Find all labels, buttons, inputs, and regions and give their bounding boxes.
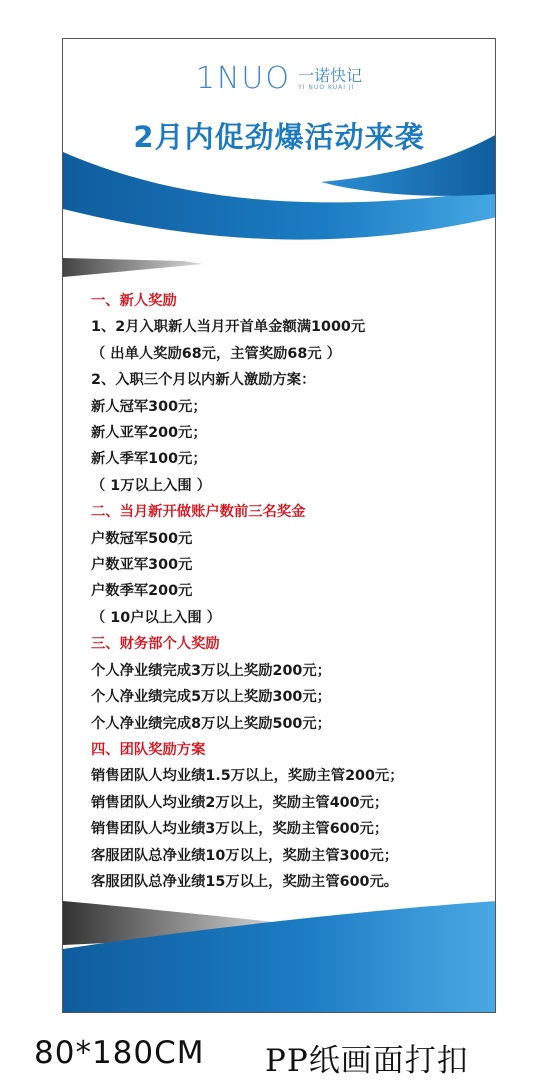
brand-logo xyxy=(63,61,495,96)
section-heading-newcomer: 一、新人奖励 xyxy=(91,293,177,309)
list-item: 个人净业绩完成5万以上奖励300元； xyxy=(91,689,331,706)
list-item: 2、入职三个月以内新人激励方案： xyxy=(91,372,316,389)
section-heading-team: 四、团队奖励方案 xyxy=(91,741,206,758)
list-item: （ 出单人奖励68元，主管奖励68元 ） xyxy=(91,345,341,362)
section-heading-accounts: 二、当月新开做账户数前三名奖金 xyxy=(91,504,306,521)
list-item: （ 10户以上入围 ） xyxy=(91,609,221,626)
bottom-wave-decoration xyxy=(63,901,496,1013)
list-item: 1、2月入职新人当月开首单金额满1000元 xyxy=(91,319,366,336)
list-item: 新人季军100元； xyxy=(91,451,207,468)
list-item: 客服团队总净业绩10万以上，奖励主管300元； xyxy=(91,847,399,864)
logo-text-block xyxy=(298,67,362,91)
list-item: 销售团队人均业绩3万以上，奖励主管600元； xyxy=(91,821,389,838)
poster-title: 2月内促劲爆活动来袭 xyxy=(133,120,425,154)
list-item: 客服团队总净业绩15万以上，奖励主管600元。 xyxy=(91,873,399,890)
logo-chinese-name: 一诺快记 xyxy=(298,65,363,85)
list-item: 个人净业绩完成3万以上奖励200元； xyxy=(91,662,331,679)
list-item: 新人亚军200元； xyxy=(91,425,207,442)
reward-list xyxy=(91,288,489,895)
list-item: 户数亚军300元 xyxy=(91,557,193,574)
top-wave-decoration xyxy=(63,134,496,294)
section-heading-personal: 三、财务部个人奖励 xyxy=(91,636,220,653)
banner-size-label: 80*180CM xyxy=(34,1035,205,1071)
material-label: PP纸画面打扣 xyxy=(265,1043,469,1079)
print-spec-footer xyxy=(0,1033,550,1079)
list-item: 户数冠军500元 xyxy=(91,530,193,547)
list-item: 个人净业绩完成8万以上奖励500元； xyxy=(91,715,331,732)
logo-mark: 1NUO xyxy=(195,61,291,96)
list-item: 销售团队人均业绩2万以上，奖励主管400元； xyxy=(91,794,389,811)
list-item: 销售团队人均业绩1.5万以上，奖励主管200元； xyxy=(91,768,404,785)
list-item: 新人冠军300元； xyxy=(91,398,207,415)
list-item: 户数季军200元 xyxy=(91,583,193,600)
list-item: （ 1万以上入围 ） xyxy=(91,477,211,494)
logo-pinyin: YI NUO KUAI JI xyxy=(298,83,355,91)
poster-banner xyxy=(62,38,496,1013)
